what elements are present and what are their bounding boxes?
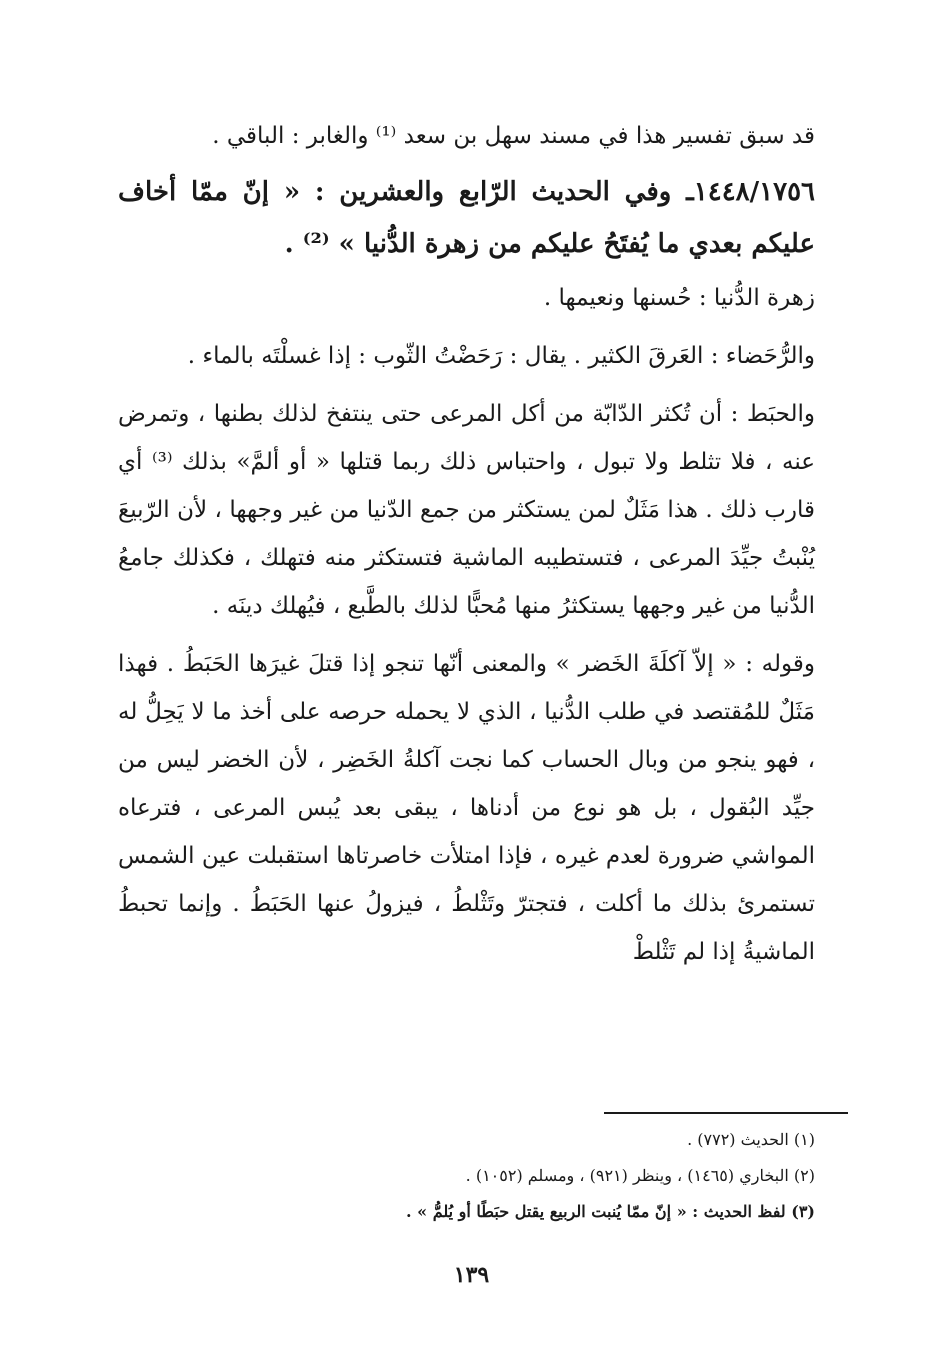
paragraph-habat: والحبَط : أن تُكثر الدّابّة من أكل المرعى حتى ينتفخ لذلك بطنها ، وتمرض عنه ، فلا تثلط ولا تبول ، واحتباس ذلك ربما قتلها « أو ألمَّ» بذلك ⁽³⁾ أي قارب ذلك . هذا مَثَلٌ لمن يستكثر من جمع الدّنيا من غير وجهها ، لأن الرّبيعَ يُنْبتُ جيِّدَ المرعى ، فتستطيبه الماشية فتستكثر منه فتهلك ، فكذلك جامعُ الدُّنيا من غير وجهها يستكثرُ منها مُحبًّا لذلك بالطَّبع ، فيُهلك دينَه .: [118, 401, 815, 619]
footnote-3: (٣) لفظ الحديث : « إنّ ممّا يُنبت الربيع يقتل حبَطًا أو يُلمُّ » .: [405, 1202, 815, 1221]
paragraph-zahra: زهرة الدُّنيا : حُسنها ونعيمها .: [543, 285, 815, 311]
main-text: [118, 112, 815, 986]
footnote-divider: [604, 1112, 848, 1114]
paragraph-intro: قد سبق تفسير هذا في مسند سهل بن سعد ⁽¹⁾ والغابر : الباقي .: [212, 123, 815, 149]
footnotes: [180, 1122, 815, 1230]
paragraph-rudaa: والرُّحَضاء : العَرقَ الكثير . يقال : رَحَضْتُ الثّوب : إذا غسلْتَه بالماء .: [187, 343, 815, 369]
footnote-1: (١) الحديث (٧٧٢) .: [687, 1130, 815, 1149]
hadith-heading: ١٤٤٨/١٧٥٦ـ وفي الحديث الرّابع والعشرين : « إنّ ممّا أخاف عليكم بعدي ما يُفتَحُ عليكم من زهرة الدُّنيا » ⁽²⁾ .: [118, 177, 815, 259]
footnote-2: (٢) البخاري (١٤٦٥) ، وينظر (٩٢١) ، ومسلم (١٠٥٢) .: [465, 1166, 815, 1185]
paragraph-qawluhu: وقوله : « إلاّ آكلَةَ الخَضر » والمعنى أنّها تنجو إذا قتلَ غيرَها الحَبَطُ . فهذا مَثَلٌ للمُقتصد في طلب الدُّنيا ، الذي لا يحمله حرصه على أخذ ما لا يَحِلُّ له ، فهو ينجو من وبال الحساب كما نجت آكلةُ الخَضِر ، لأن الخضر ليس من جيِّد البُقول ، بل هو نوع من أدناها ، يبقى بعد يُبس المرعى ، فترعاه المواشي ضرورة لعدم غيره ، فإذا امتلأت خاصرتاها استقبلت عين الشمس تستمرئ بذلك ما أكلت ، فتجترّ وتَثْلطُ ، فيزولُ عنها الحَبَطُ . وإنما تحبطُ الماشيةُ إذا لم تَثْلطْ: [118, 651, 815, 965]
page-number: ١٣٩: [453, 1262, 490, 1288]
